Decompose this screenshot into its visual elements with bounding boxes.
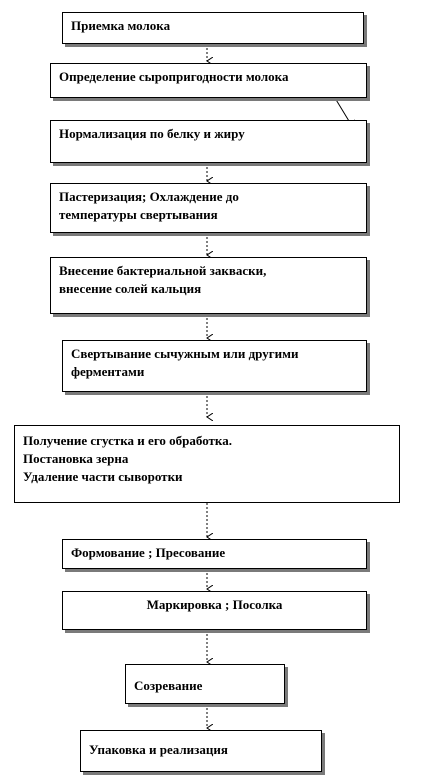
step-suitability-check bbox=[50, 63, 367, 98]
step-pasteurization bbox=[50, 183, 367, 233]
step-curd-processing bbox=[14, 425, 400, 503]
step-text: Свертывание сычужным или другими bbox=[71, 346, 299, 361]
step-packaging-sale bbox=[80, 730, 322, 772]
step-text: Внесение бактериальной закваски, bbox=[59, 263, 267, 278]
step-text: Нормализация по белку и жиру bbox=[59, 126, 245, 141]
step-normalization bbox=[50, 120, 367, 163]
step-starter-culture bbox=[50, 257, 367, 314]
step-text: Получение сгустка и его обработка. bbox=[23, 433, 232, 448]
step-ripening bbox=[125, 664, 285, 704]
step-marking-salting bbox=[62, 591, 367, 630]
step-text: Созревание bbox=[134, 678, 203, 693]
step-text: внесение солей кальция bbox=[59, 281, 202, 296]
step-receiving-milk bbox=[62, 12, 364, 44]
step-text: Маркировка ; Посолка bbox=[146, 597, 283, 612]
step-text: Пастеризация; Охлаждение до bbox=[59, 189, 239, 204]
step-text: Формование ; Пресование bbox=[71, 545, 226, 560]
step-text: Постановка зерна bbox=[23, 451, 129, 466]
step-text: температуры свертывания bbox=[59, 207, 218, 222]
step-text: ферментами bbox=[71, 364, 145, 379]
step-molding-pressing bbox=[62, 539, 367, 569]
step-coagulation bbox=[62, 340, 367, 392]
step-text: Приемка молока bbox=[71, 18, 171, 33]
step-text: Определение сыропригодности молока bbox=[59, 69, 289, 84]
step-text: Удаление части сыворотки bbox=[23, 469, 183, 484]
step-text: Упаковка и реализация bbox=[89, 742, 228, 757]
